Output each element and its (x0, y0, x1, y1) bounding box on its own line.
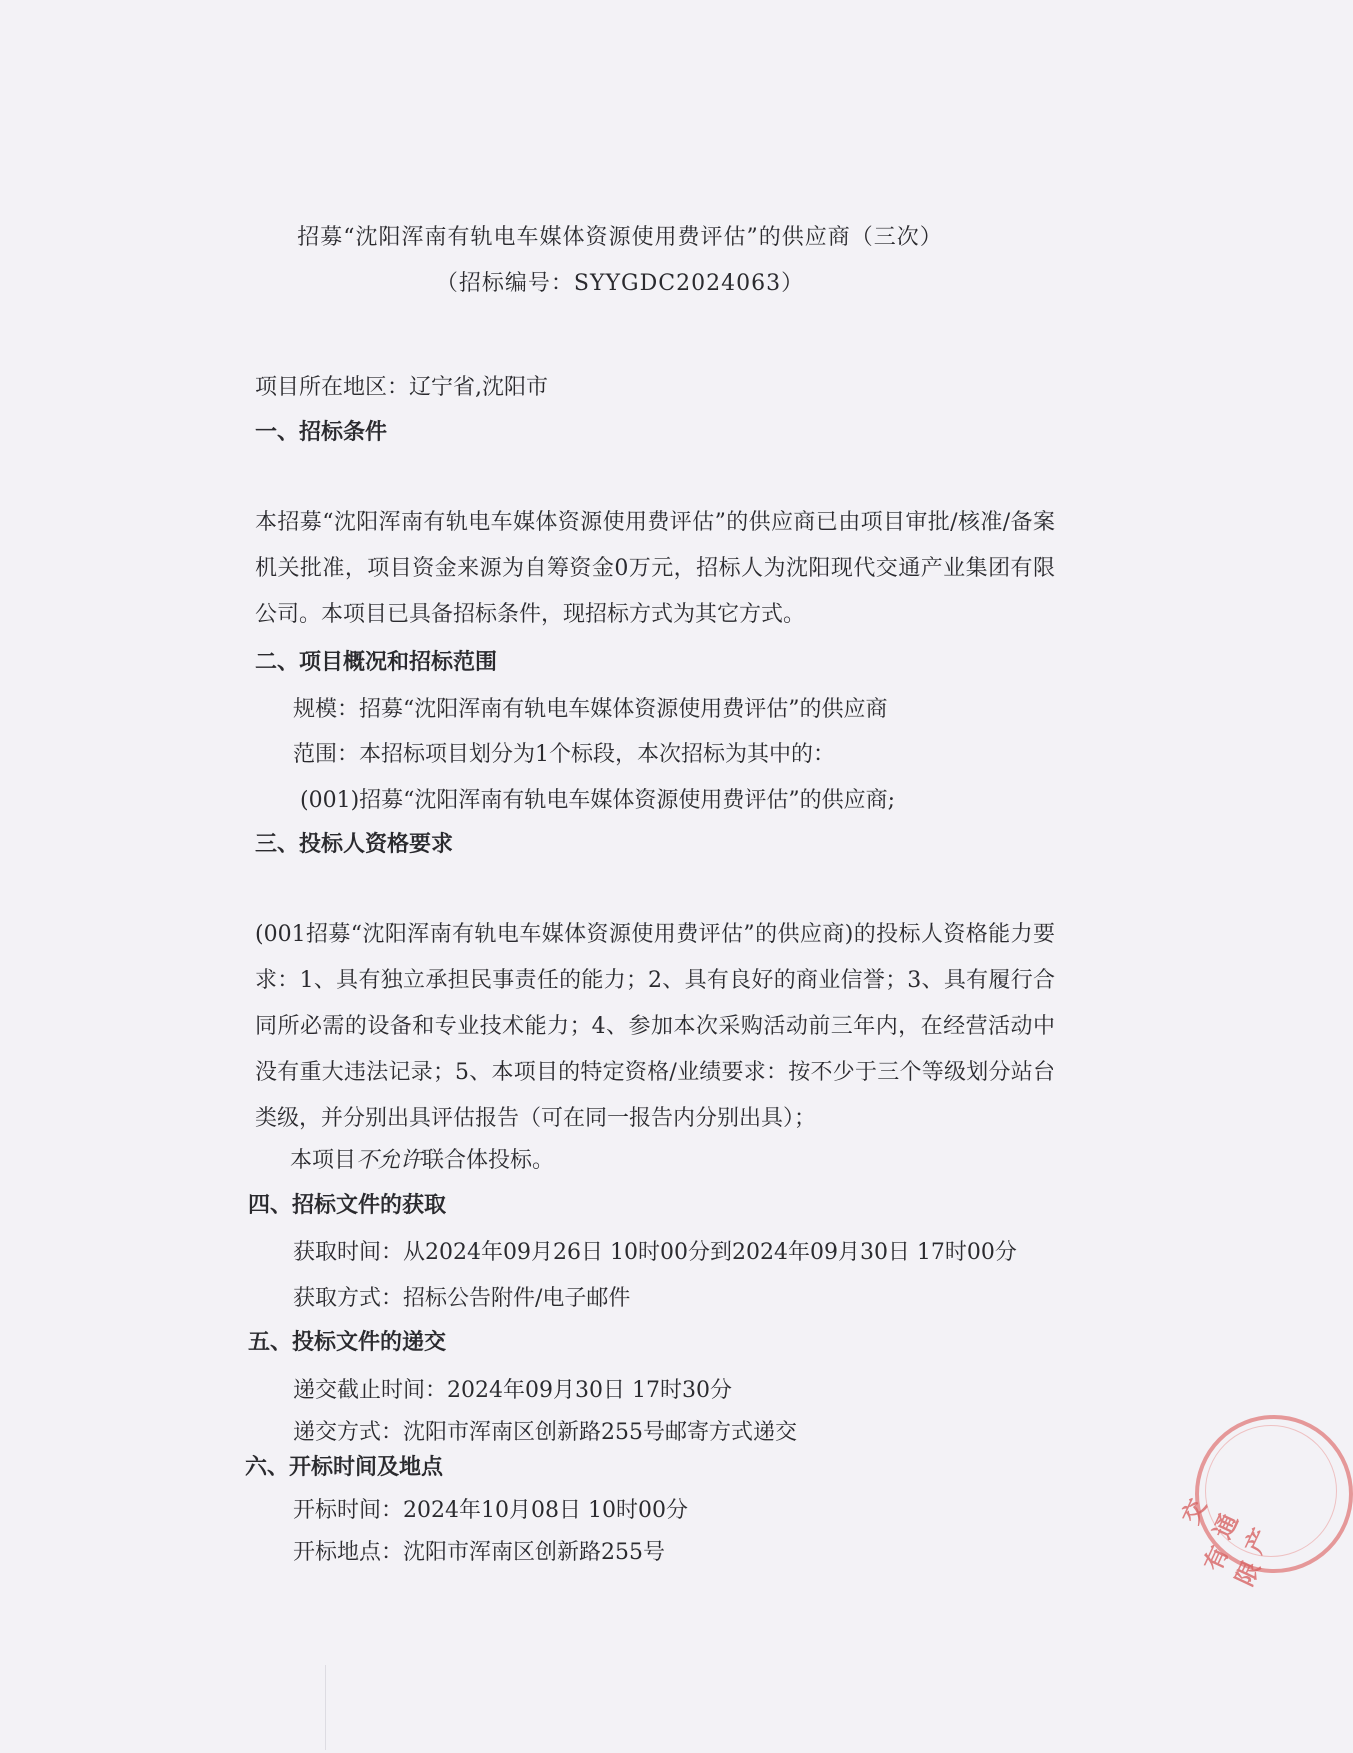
section-1-heading: 一、招标条件 (255, 419, 388, 445)
seal-text-bottom: 有限 (1197, 1541, 1266, 1591)
section-6-time: 开标时间：2024年10月08日 10时00分 (293, 1498, 688, 1523)
section-4-time: 获取时间：从2024年09月26日 10时00分到2024年09月30日 17时00分 (293, 1240, 1017, 1265)
section-5-heading: 五、投标文件的递交 (248, 1329, 447, 1355)
section-2-range: 范围：本招标项目划分为1个标段，本次招标为其中的： (293, 742, 835, 767)
section-2-scale: 规模：招募“沈阳浑南有轨电车媒体资源使用费评估”的供应商 (293, 697, 888, 722)
section-6-heading: 六、开标时间及地点 (245, 1454, 444, 1480)
section-2-lot: (001)招募“沈阳浑南有轨电车媒体资源使用费评估”的供应商; (300, 788, 896, 813)
section-4-heading: 四、招标文件的获取 (248, 1192, 447, 1218)
scan-artifact-line (325, 1665, 326, 1750)
seal-text-top: 交通产 (1175, 1494, 1276, 1558)
tender-code: （招标编号：SYYGDC2024063） (435, 271, 805, 296)
section-5-deadline: 递交截止时间：2024年09月30日 17时30分 (293, 1378, 732, 1403)
document-title: 招募“沈阳浑南有轨电车媒体资源使用费评估”的供应商（三次） (297, 225, 943, 250)
section-4-method: 获取方式：招标公告附件/电子邮件 (293, 1286, 631, 1311)
joint-bid-suffix: 联合体投标。 (422, 1148, 555, 1173)
section-6-place: 开标地点：沈阳市浑南区创新路255号 (293, 1540, 665, 1565)
section-3-heading: 三、投标人资格要求 (255, 831, 454, 857)
joint-bid-prefix: 本项目 (290, 1148, 357, 1173)
section-3-body: (001招募“沈阳浑南有轨电车媒体资源使用费评估”的供应商)的投标人资格能力要求：1、具有独立承担民事责任的能力；2、具有良好的商业信誉；3、具有履行合同所必需的设备和专业技术能力；4、参加本次采购活动前三年内，在经营活动中没有重大违法记录；5、本项目的特定资格/业绩要求：按不少于三个等级划分站台类级，并分别出具评估报告（可在同一报告内分别出具）； (255, 922, 1055, 1131)
section-2-heading: 二、项目概况和招标范围 (255, 649, 498, 675)
section-5-method: 递交方式：沈阳市浑南区创新路255号邮寄方式递交 (293, 1420, 797, 1445)
joint-bid-emphasis: 不允许 (356, 1148, 423, 1173)
project-region: 项目所在地区：辽宁省,沈阳市 (255, 375, 548, 400)
section-3-joint-bid (290, 1143, 554, 1174)
section-1-body: 本招募“沈阳浑南有轨电车媒体资源使用费评估”的供应商已由项目审批/核准/备案机关批准，项目资金来源为自筹资金0万元，招标人为沈阳现代交通产业集团有限公司。本项目已具备招标条件，现招标方式为其它方式。 (255, 510, 1055, 627)
